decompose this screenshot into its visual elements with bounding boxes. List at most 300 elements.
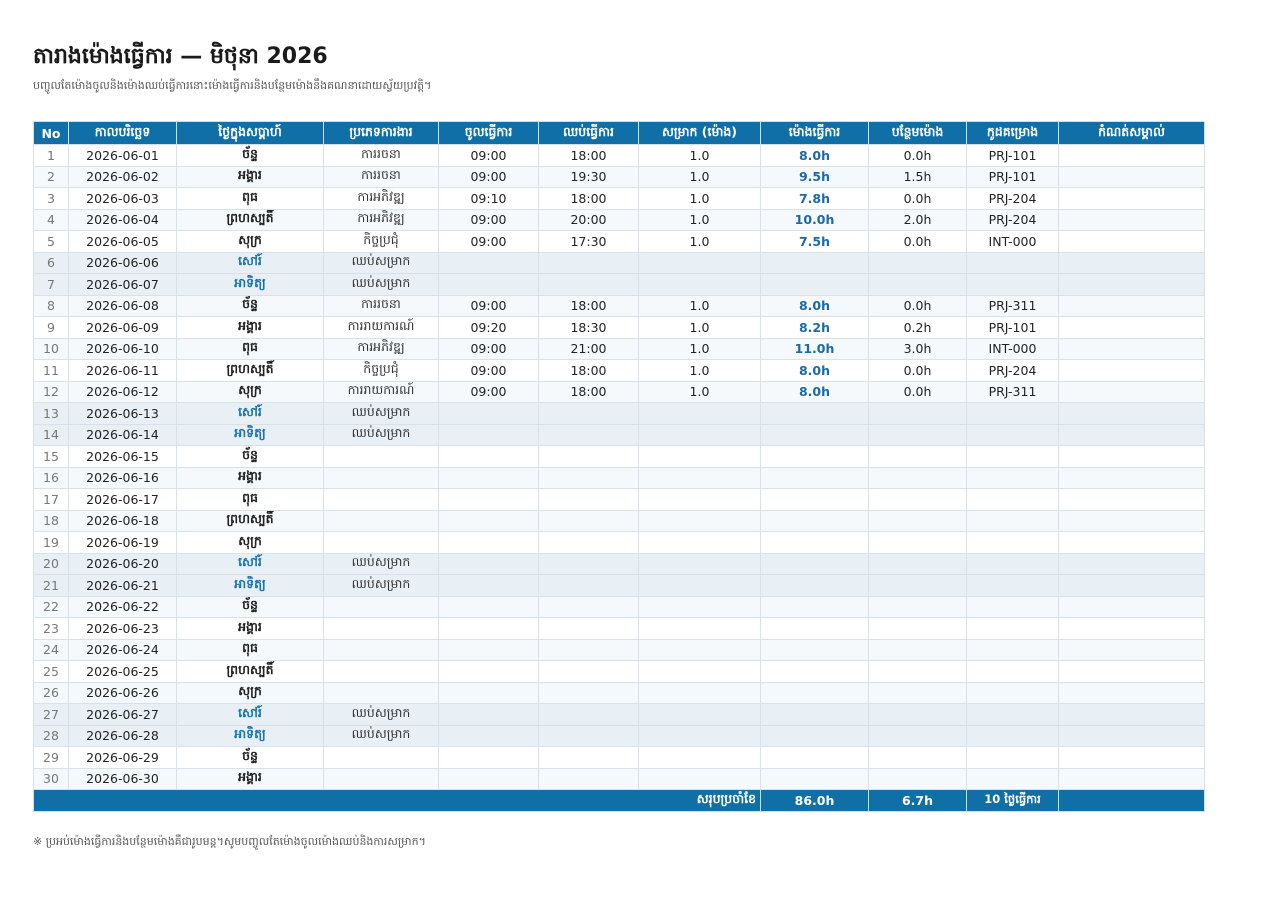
cell-notes[interactable]: [1059, 166, 1205, 188]
cell-notes[interactable]: [1059, 618, 1205, 640]
cell-project-code[interactable]: [967, 768, 1059, 790]
cell-work-hours[interactable]: [761, 510, 869, 532]
cell-break[interactable]: [639, 575, 761, 597]
cell-time-out[interactable]: [539, 618, 639, 640]
cell-overtime[interactable]: [869, 489, 967, 511]
cell-time-in[interactable]: [439, 489, 539, 511]
cell-weekday: ច័ន្ទ: [177, 295, 324, 317]
table-row: [34, 403, 1205, 425]
cell-work-hours[interactable]: 9.5h: [761, 166, 869, 188]
cell-break[interactable]: [639, 467, 761, 489]
cell-time-in[interactable]: [439, 467, 539, 489]
cell-weekday: ព្រហស្បតិ៍: [177, 209, 324, 231]
cell-break[interactable]: 1.0: [639, 360, 761, 382]
cell-weekday: អាទិត្យ: [177, 575, 324, 597]
footnote: ※ ប្រអប់ម៉ោងធ្វើការនិងបន្ថែមម៉ោងគឺជារូបមន្ត។សូមបញ្ចូលតែម៉ោងចូលម៉ោងឈប់និងការសម្រាក។: [33, 835, 426, 848]
cell-notes[interactable]: [1059, 424, 1205, 446]
table-row: [34, 553, 1205, 575]
cell-no: 17: [34, 489, 69, 511]
cell-overtime[interactable]: 0.0h: [869, 188, 967, 210]
cell-break[interactable]: [639, 403, 761, 425]
cell-work-type[interactable]: ឈប់សម្រាក: [324, 553, 439, 575]
cell-notes[interactable]: [1059, 295, 1205, 317]
page-subtitle: បញ្ចូលតែម៉ោងចូលនិងម៉ោងឈប់ធ្វើការនោះម៉ោងធ្វើការនិងបន្ថែមម៉ោងនឹងគណនាដោយស្វ័យប្រវត្តិ។: [33, 79, 432, 92]
cell-notes[interactable]: [1059, 446, 1205, 468]
header-overtime: បន្ថែមម៉ោង: [869, 122, 967, 145]
cell-work-hours[interactable]: [761, 725, 869, 747]
cell-date: 2026-06-18: [69, 510, 177, 532]
cell-project-code[interactable]: [967, 252, 1059, 274]
cell-no: 12: [34, 381, 69, 403]
cell-time-in[interactable]: 09:00: [439, 381, 539, 403]
cell-weekday: ច័ន្ទ: [177, 747, 324, 769]
cell-overtime[interactable]: [869, 639, 967, 661]
cell-time-in[interactable]: [439, 403, 539, 425]
cell-overtime[interactable]: 0.0h: [869, 381, 967, 403]
cell-time-out[interactable]: 18:00: [539, 295, 639, 317]
cell-notes[interactable]: [1059, 467, 1205, 489]
cell-no: 10: [34, 338, 69, 360]
table-row: [34, 575, 1205, 597]
cell-notes[interactable]: [1059, 381, 1205, 403]
cell-work-type[interactable]: កិច្ចប្រជុំ: [324, 231, 439, 253]
cell-break[interactable]: [639, 639, 761, 661]
cell-project-code[interactable]: [967, 446, 1059, 468]
cell-notes[interactable]: [1059, 209, 1205, 231]
cell-project-code[interactable]: [967, 553, 1059, 575]
cell-work-type[interactable]: [324, 510, 439, 532]
cell-overtime[interactable]: [869, 532, 967, 554]
cell-notes[interactable]: [1059, 274, 1205, 296]
cell-time-out[interactable]: [539, 467, 639, 489]
cell-notes[interactable]: [1059, 317, 1205, 339]
cell-time-out[interactable]: 18:00: [539, 145, 639, 167]
cell-work-hours[interactable]: [761, 532, 869, 554]
cell-time-out[interactable]: [539, 532, 639, 554]
cell-date: 2026-06-16: [69, 467, 177, 489]
cell-work-type[interactable]: ការអភិវឌ្ឍ: [324, 209, 439, 231]
cell-work-type[interactable]: ឈប់សម្រាក: [324, 252, 439, 274]
cell-work-hours[interactable]: [761, 596, 869, 618]
cell-overtime[interactable]: [869, 575, 967, 597]
cell-work-type[interactable]: [324, 467, 439, 489]
cell-time-in[interactable]: [439, 596, 539, 618]
cell-work-type[interactable]: ឈប់សម្រាក: [324, 704, 439, 726]
cell-project-code[interactable]: [967, 467, 1059, 489]
cell-project-code[interactable]: PRJ-101: [967, 145, 1059, 167]
cell-work-hours[interactable]: 8.2h: [761, 317, 869, 339]
cell-break[interactable]: 1.0: [639, 231, 761, 253]
cell-work-hours[interactable]: [761, 403, 869, 425]
cell-no: 9: [34, 317, 69, 339]
cell-work-hours[interactable]: [761, 639, 869, 661]
header-no: No: [34, 122, 69, 145]
cell-no: 23: [34, 618, 69, 640]
cell-date: 2026-06-19: [69, 532, 177, 554]
cell-time-out[interactable]: [539, 489, 639, 511]
cell-time-out[interactable]: 18:00: [539, 360, 639, 382]
cell-time-in[interactable]: [439, 725, 539, 747]
cell-project-code[interactable]: [967, 747, 1059, 769]
cell-time-out[interactable]: [539, 553, 639, 575]
cell-break[interactable]: 1.0: [639, 166, 761, 188]
cell-time-in[interactable]: [439, 274, 539, 296]
cell-work-type[interactable]: ការអភិវឌ្ឍ: [324, 338, 439, 360]
cell-overtime[interactable]: [869, 467, 967, 489]
cell-work-hours[interactable]: 8.0h: [761, 360, 869, 382]
cell-time-in[interactable]: 09:00: [439, 338, 539, 360]
cell-time-out[interactable]: [539, 274, 639, 296]
cell-time-out[interactable]: 18:00: [539, 381, 639, 403]
cell-work-hours[interactable]: [761, 618, 869, 640]
cell-time-in[interactable]: 09:00: [439, 166, 539, 188]
cell-time-out[interactable]: [539, 446, 639, 468]
header-weekday: ថ្ងៃក្នុងសប្តាហ៍: [177, 122, 324, 145]
cell-time-out[interactable]: [539, 682, 639, 704]
cell-time-in[interactable]: [439, 532, 539, 554]
cell-weekday: ច័ន្ទ: [177, 596, 324, 618]
cell-time-out[interactable]: 18:30: [539, 317, 639, 339]
cell-weekday: អង្គារ: [177, 768, 324, 790]
cell-work-type[interactable]: [324, 446, 439, 468]
cell-project-code[interactable]: INT-000: [967, 231, 1059, 253]
cell-break[interactable]: 1.0: [639, 145, 761, 167]
cell-project-code[interactable]: PRJ-311: [967, 381, 1059, 403]
cell-project-code[interactable]: [967, 618, 1059, 640]
cell-work-type[interactable]: ការរចនា: [324, 145, 439, 167]
cell-overtime[interactable]: 0.0h: [869, 145, 967, 167]
cell-notes[interactable]: [1059, 682, 1205, 704]
cell-weekday: សៅរ៍: [177, 704, 324, 726]
cell-work-type[interactable]: [324, 639, 439, 661]
cell-work-hours[interactable]: [761, 252, 869, 274]
cell-work-type[interactable]: ការរាយការណ៍: [324, 381, 439, 403]
cell-time-out[interactable]: 20:00: [539, 209, 639, 231]
cell-weekday: សុក្រ: [177, 231, 324, 253]
cell-time-out[interactable]: 21:00: [539, 338, 639, 360]
cell-time-in[interactable]: [439, 446, 539, 468]
cell-notes[interactable]: [1059, 231, 1205, 253]
cell-project-code[interactable]: [967, 596, 1059, 618]
cell-project-code[interactable]: PRJ-101: [967, 166, 1059, 188]
cell-break[interactable]: 1.0: [639, 338, 761, 360]
cell-time-in[interactable]: 09:00: [439, 360, 539, 382]
cell-work-type[interactable]: [324, 747, 439, 769]
cell-break[interactable]: [639, 661, 761, 683]
cell-project-code[interactable]: [967, 639, 1059, 661]
cell-time-in[interactable]: 09:00: [439, 145, 539, 167]
cell-time-out[interactable]: 17:30: [539, 231, 639, 253]
cell-project-code[interactable]: [967, 489, 1059, 511]
cell-overtime[interactable]: 1.5h: [869, 166, 967, 188]
cell-work-hours[interactable]: 11.0h: [761, 338, 869, 360]
cell-time-in[interactable]: [439, 553, 539, 575]
cell-break[interactable]: 1.0: [639, 295, 761, 317]
cell-work-type[interactable]: ឈប់សម្រាក: [324, 274, 439, 296]
cell-break[interactable]: [639, 553, 761, 575]
cell-date: 2026-06-21: [69, 575, 177, 597]
cell-break[interactable]: [639, 725, 761, 747]
cell-notes[interactable]: [1059, 360, 1205, 382]
cell-time-in[interactable]: 09:00: [439, 231, 539, 253]
cell-overtime[interactable]: [869, 661, 967, 683]
cell-project-code[interactable]: [967, 725, 1059, 747]
cell-work-hours[interactable]: 8.0h: [761, 381, 869, 403]
cell-work-type[interactable]: ការរចនា: [324, 166, 439, 188]
table-row: [34, 446, 1205, 468]
cell-work-type[interactable]: ការរាយការណ៍: [324, 317, 439, 339]
cell-time-in[interactable]: [439, 639, 539, 661]
cell-break[interactable]: [639, 596, 761, 618]
table-row: [34, 209, 1205, 231]
cell-project-code[interactable]: [967, 532, 1059, 554]
summary-row: [34, 790, 1205, 812]
cell-no: 24: [34, 639, 69, 661]
cell-overtime[interactable]: [869, 768, 967, 790]
cell-project-code[interactable]: [967, 510, 1059, 532]
cell-project-code[interactable]: PRJ-204: [967, 360, 1059, 382]
cell-project-code[interactable]: [967, 424, 1059, 446]
cell-work-hours[interactable]: 8.0h: [761, 295, 869, 317]
cell-time-out[interactable]: [539, 768, 639, 790]
cell-time-out[interactable]: [539, 704, 639, 726]
table-row: [34, 661, 1205, 683]
cell-overtime[interactable]: [869, 618, 967, 640]
cell-break[interactable]: 1.0: [639, 381, 761, 403]
cell-time-out[interactable]: [539, 661, 639, 683]
cell-time-in[interactable]: 09:00: [439, 295, 539, 317]
cell-project-code[interactable]: [967, 274, 1059, 296]
cell-break[interactable]: [639, 489, 761, 511]
cell-time-in[interactable]: [439, 747, 539, 769]
cell-break[interactable]: 1.0: [639, 317, 761, 339]
timesheet-page: [33, 40, 1204, 848]
table-row: [34, 252, 1205, 274]
cell-time-in[interactable]: 09:20: [439, 317, 539, 339]
cell-work-hours[interactable]: [761, 424, 869, 446]
cell-break[interactable]: [639, 704, 761, 726]
cell-overtime[interactable]: 3.0h: [869, 338, 967, 360]
cell-work-hours[interactable]: [761, 704, 869, 726]
cell-break[interactable]: [639, 747, 761, 769]
cell-notes[interactable]: [1059, 510, 1205, 532]
cell-break[interactable]: 1.0: [639, 188, 761, 210]
summary-total-overtime: 6.7h: [869, 790, 967, 812]
cell-no: 16: [34, 467, 69, 489]
cell-notes[interactable]: [1059, 596, 1205, 618]
cell-time-out[interactable]: [539, 424, 639, 446]
cell-work-type[interactable]: កិច្ចប្រជុំ: [324, 360, 439, 382]
cell-date: 2026-06-23: [69, 618, 177, 640]
cell-overtime[interactable]: 0.0h: [869, 360, 967, 382]
cell-time-out[interactable]: [539, 252, 639, 274]
cell-time-out[interactable]: 19:30: [539, 166, 639, 188]
cell-weekday: អង្គារ: [177, 317, 324, 339]
cell-break[interactable]: 1.0: [639, 209, 761, 231]
cell-overtime[interactable]: [869, 424, 967, 446]
cell-time-in[interactable]: [439, 252, 539, 274]
cell-weekday: សុក្រ: [177, 532, 324, 554]
cell-work-type[interactable]: ឈប់សម្រាក: [324, 403, 439, 425]
cell-work-type[interactable]: [324, 682, 439, 704]
cell-break[interactable]: [639, 510, 761, 532]
cell-notes[interactable]: [1059, 553, 1205, 575]
table-row: [34, 295, 1205, 317]
cell-work-type[interactable]: [324, 532, 439, 554]
cell-notes[interactable]: [1059, 532, 1205, 554]
cell-project-code[interactable]: INT-000: [967, 338, 1059, 360]
cell-time-in[interactable]: [439, 575, 539, 597]
cell-date: 2026-06-30: [69, 768, 177, 790]
cell-weekday: សៅរ៍: [177, 252, 324, 274]
cell-time-out[interactable]: [539, 575, 639, 597]
cell-overtime[interactable]: [869, 596, 967, 618]
cell-time-out[interactable]: [539, 403, 639, 425]
table-row: [34, 596, 1205, 618]
cell-time-in[interactable]: [439, 704, 539, 726]
cell-work-type[interactable]: [324, 618, 439, 640]
table-row: [34, 145, 1205, 167]
cell-overtime[interactable]: [869, 553, 967, 575]
cell-break[interactable]: [639, 682, 761, 704]
cell-time-out[interactable]: [539, 725, 639, 747]
cell-notes[interactable]: [1059, 661, 1205, 683]
cell-no: 22: [34, 596, 69, 618]
cell-time-out[interactable]: [539, 747, 639, 769]
cell-break[interactable]: [639, 446, 761, 468]
cell-overtime[interactable]: 0.0h: [869, 231, 967, 253]
cell-work-hours[interactable]: 7.8h: [761, 188, 869, 210]
cell-work-hours[interactable]: [761, 467, 869, 489]
cell-notes[interactable]: [1059, 725, 1205, 747]
cell-work-type[interactable]: [324, 661, 439, 683]
cell-time-in[interactable]: 09:10: [439, 188, 539, 210]
cell-overtime[interactable]: [869, 274, 967, 296]
cell-overtime[interactable]: 0.0h: [869, 295, 967, 317]
cell-work-hours[interactable]: [761, 553, 869, 575]
cell-notes[interactable]: [1059, 489, 1205, 511]
cell-time-in[interactable]: [439, 661, 539, 683]
cell-time-in[interactable]: [439, 510, 539, 532]
cell-overtime[interactable]: [869, 403, 967, 425]
cell-project-code[interactable]: PRJ-204: [967, 209, 1059, 231]
cell-weekday: ពុធ: [177, 489, 324, 511]
cell-work-hours[interactable]: [761, 747, 869, 769]
header-work-type: ប្រភេទការងារ: [324, 122, 439, 145]
cell-work-type[interactable]: [324, 489, 439, 511]
cell-time-out[interactable]: [539, 510, 639, 532]
table-row: [34, 166, 1205, 188]
cell-overtime[interactable]: [869, 725, 967, 747]
cell-no: 30: [34, 768, 69, 790]
cell-date: 2026-06-08: [69, 295, 177, 317]
cell-work-type[interactable]: ឈប់សម្រាក: [324, 424, 439, 446]
cell-work-hours[interactable]: [761, 575, 869, 597]
cell-notes[interactable]: [1059, 403, 1205, 425]
cell-work-type[interactable]: ឈប់សម្រាក: [324, 725, 439, 747]
cell-work-hours[interactable]: [761, 661, 869, 683]
cell-overtime[interactable]: 2.0h: [869, 209, 967, 231]
cell-work-type[interactable]: [324, 768, 439, 790]
cell-project-code[interactable]: [967, 403, 1059, 425]
cell-break[interactable]: [639, 252, 761, 274]
cell-work-hours[interactable]: [761, 489, 869, 511]
cell-notes[interactable]: [1059, 575, 1205, 597]
cell-notes[interactable]: [1059, 639, 1205, 661]
cell-work-type[interactable]: ការរចនា: [324, 295, 439, 317]
cell-weekday: ព្រហស្បតិ៍: [177, 360, 324, 382]
cell-break[interactable]: [639, 768, 761, 790]
cell-time-in[interactable]: 09:00: [439, 209, 539, 231]
cell-no: 19: [34, 532, 69, 554]
cell-work-hours[interactable]: 10.0h: [761, 209, 869, 231]
cell-notes[interactable]: [1059, 338, 1205, 360]
cell-overtime[interactable]: [869, 446, 967, 468]
cell-time-in[interactable]: [439, 424, 539, 446]
cell-break[interactable]: [639, 532, 761, 554]
cell-notes[interactable]: [1059, 747, 1205, 769]
cell-work-hours[interactable]: [761, 768, 869, 790]
cell-no: 1: [34, 145, 69, 167]
cell-date: 2026-06-26: [69, 682, 177, 704]
cell-overtime[interactable]: [869, 747, 967, 769]
cell-project-code[interactable]: PRJ-204: [967, 188, 1059, 210]
cell-break[interactable]: [639, 424, 761, 446]
cell-work-hours[interactable]: 7.5h: [761, 231, 869, 253]
cell-work-hours[interactable]: 8.0h: [761, 145, 869, 167]
cell-notes[interactable]: [1059, 252, 1205, 274]
cell-project-code[interactable]: [967, 682, 1059, 704]
cell-date: 2026-06-13: [69, 403, 177, 425]
cell-project-code[interactable]: [967, 704, 1059, 726]
cell-notes[interactable]: [1059, 145, 1205, 167]
cell-time-out[interactable]: 18:00: [539, 188, 639, 210]
cell-break[interactable]: [639, 618, 761, 640]
cell-notes[interactable]: [1059, 704, 1205, 726]
cell-notes[interactable]: [1059, 188, 1205, 210]
cell-work-type[interactable]: ការអភិវឌ្ឍ: [324, 188, 439, 210]
cell-no: 5: [34, 231, 69, 253]
cell-overtime[interactable]: [869, 682, 967, 704]
cell-work-hours[interactable]: [761, 682, 869, 704]
table-row: [34, 317, 1205, 339]
cell-work-type[interactable]: ឈប់សម្រាក: [324, 575, 439, 597]
cell-work-hours[interactable]: [761, 274, 869, 296]
cell-overtime[interactable]: 0.2h: [869, 317, 967, 339]
cell-project-code[interactable]: PRJ-311: [967, 295, 1059, 317]
cell-overtime[interactable]: [869, 252, 967, 274]
cell-date: 2026-06-15: [69, 446, 177, 468]
cell-time-in[interactable]: [439, 682, 539, 704]
cell-time-in[interactable]: [439, 768, 539, 790]
cell-weekday: អាទិត្យ: [177, 725, 324, 747]
cell-overtime[interactable]: [869, 510, 967, 532]
cell-work-type[interactable]: [324, 596, 439, 618]
cell-overtime[interactable]: [869, 704, 967, 726]
cell-time-out[interactable]: [539, 639, 639, 661]
cell-project-code[interactable]: PRJ-101: [967, 317, 1059, 339]
cell-time-in[interactable]: [439, 618, 539, 640]
cell-project-code[interactable]: [967, 661, 1059, 683]
cell-notes[interactable]: [1059, 768, 1205, 790]
cell-time-out[interactable]: [539, 596, 639, 618]
cell-project-code[interactable]: [967, 575, 1059, 597]
cell-work-hours[interactable]: [761, 446, 869, 468]
header-time-in: ចូលធ្វើការ: [439, 122, 539, 145]
cell-break[interactable]: [639, 274, 761, 296]
header-project-code: កូដគម្រោង: [967, 122, 1059, 145]
cell-no: 3: [34, 188, 69, 210]
